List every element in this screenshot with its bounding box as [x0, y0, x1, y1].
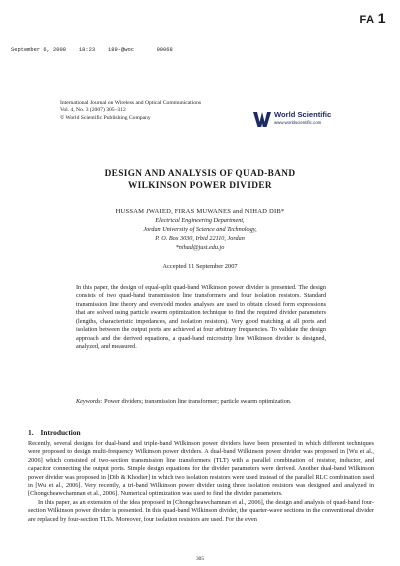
journal-volume: Vol. 4, No. 3 (2007) 305–312 — [60, 107, 126, 114]
world-scientific-logo-icon — [252, 109, 272, 129]
affiliation-department: Electrical Engineering Department, — [155, 217, 245, 224]
logo-name: World Scientific — [274, 110, 332, 119]
page-tag — [359, 10, 386, 26]
journal-copyright: © World Scientific Publishing Company — [60, 114, 151, 121]
accepted-date: Accepted 11 September 2007 — [162, 263, 238, 270]
page-number: 305 — [195, 556, 205, 562]
page-tag-number: 1 — [377, 10, 386, 26]
affiliation-address: P. O. Box 3030, Irbid 22110, Jordan — [155, 235, 245, 242]
section-title: Introduction — [40, 428, 81, 437]
abstract: In this paper, the design of equal-split quad-band Wilkinson power divider is presented. The design consists of two quad-band transmission line transformers and four isolation resistors. Standard transmission line theory and even/odd modes analyses are used to obtain closed form expressions that are solved using particle swarm optimization technique to find the required divider parameters (lengths, characteristic impedances, and isolation resistors). Very good matching at all ports and isolation between the output ports are achieved at four arbitrary frequencies. To validate the design approach and the derived equations, a quad-band microstrip line Wilkinson divider is designed, analyzed, and measured. — [76, 284, 326, 351]
paper-title-line-1: DESIGN AND ANALYSIS OF QUAD-BAND — [104, 169, 296, 179]
keywords-label: Keywords: — [76, 398, 103, 405]
affiliation-university: Jordan University of Science and Technology, — [143, 226, 257, 233]
section-number: 1. — [28, 428, 34, 437]
keywords-text: Power dividers; transmission line transformer; particle swarm optimization. — [104, 398, 292, 405]
body-paragraph-1: Recently, several designs for dual-band and triple-band Wilkinson power dividers have been presented in which different techniques were proposed to design multi-frequency Wilkinson power dividers. A dual-band Wilkinson power divider was proposed in [Wu et al., 2006] which consisted of two-section transmission line transformers (TLT) with a parallel combination of resistor, inductor, and capacitor connecting the output ports. Simple design equations for the divider parameters were derived. Another dual-band Wilkinson power divider was proposed in [Dib & Khodier] in which two isolation resistors were used instead of the parallel RLC combination used in [Wu et al., 2006]. Very recently, a tri-band Wilkinson power divider using three isolation resistors was designed and analyzed in [Chongcheawchamnan et al., 2006]. Numerical optimization was used to find the divider parameters. — [28, 440, 374, 498]
journal-info — [60, 100, 201, 122]
authors: HUSSAM JWAIED, FIRAS MUWANES and NIHAD DIB* — [115, 208, 285, 215]
logo-url: www.worldscientific.com — [274, 120, 322, 125]
publisher-logo — [252, 108, 344, 130]
affiliation-email: *nihad@just.edu.jo — [175, 244, 225, 251]
keywords — [76, 398, 326, 406]
running-header: September 6, 2008 18:23 189-@woc 00068 — [11, 47, 173, 53]
journal-name: International Journal on Wireless and Optical Communications — [60, 100, 202, 106]
section-heading — [28, 428, 81, 437]
page-tag-prefix: FA — [359, 14, 375, 26]
paper-title-line-2: WILKINSON POWER DIVIDER — [128, 181, 272, 191]
body-paragraph-2: In this paper, as an extension of the idea proposed in [Chongcheawchamnan et al., 2006], the design and analysis of quad-band four-section Wilkinson power divider is presented. In this quad-band Wilkinson divider, the quarter-wave sections in the conventional divider are replaced by four-section TLTs. Moreover, four isolation resistors are used. For the even — [28, 498, 374, 523]
body-text — [28, 440, 374, 524]
